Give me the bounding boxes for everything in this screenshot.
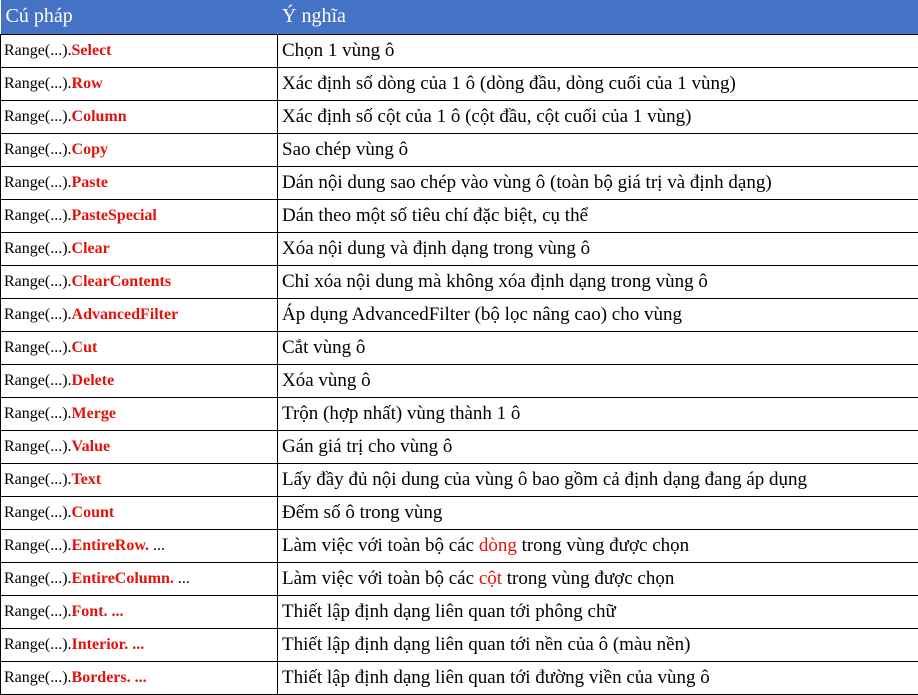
header-syntax: Cú pháp	[1, 0, 278, 34]
syntax-prefix: Range(...).	[4, 471, 72, 488]
syntax-prefix: Range(...).	[4, 141, 72, 158]
syntax-cell	[1, 364, 278, 397]
meaning-cell	[278, 628, 918, 661]
syntax-prefix: Range(...).	[4, 306, 72, 323]
syntax-prefix: Range(...).	[4, 108, 72, 125]
meaning-cell	[278, 496, 918, 529]
meaning-text: Chọn 1 vùng ô	[282, 40, 394, 61]
syntax-cell	[1, 100, 278, 133]
table-row	[1, 133, 918, 166]
meaning-text: Dán theo một số tiêu chí đặc biệt, cụ thể	[282, 205, 588, 226]
syntax-cell	[1, 562, 278, 595]
syntax-method: Row	[72, 75, 103, 92]
syntax-cell	[1, 34, 278, 67]
meaning-text: Thiết lập định dạng liên quan tới phông chữ	[282, 601, 616, 622]
meaning-cell	[278, 232, 918, 265]
header-row	[1, 0, 918, 34]
syntax-method: EntireColumn.	[72, 570, 174, 587]
meaning-cell	[278, 661, 918, 694]
syntax-prefix: Range(...).	[4, 240, 72, 257]
table-row	[1, 364, 918, 397]
syntax-prefix: Range(...).	[4, 636, 72, 653]
syntax-prefix: Range(...).	[4, 537, 72, 554]
syntax-prefix: Range(...).	[4, 339, 72, 356]
meaning-text: Xác định số dòng của 1 ô (dòng đầu, dòng cuối của 1 vùng)	[282, 73, 736, 94]
meaning-text: Dán nội dung sao chép vào vùng ô (toàn bộ giá trị và định dạng)	[282, 172, 772, 193]
table-row	[1, 430, 918, 463]
syntax-method: Copy	[72, 141, 108, 158]
syntax-method: Merge	[72, 405, 116, 422]
meaning-text: Thiết lập định dạng liên quan tới đường viền của vùng ô	[282, 667, 710, 688]
syntax-cell	[1, 67, 278, 100]
syntax-prefix: Range(...).	[4, 570, 72, 587]
syntax-method: Select	[72, 42, 112, 59]
syntax-prefix: Range(...).	[4, 669, 72, 686]
syntax-method: Clear	[72, 240, 110, 257]
syntax-method: Interior. ...	[72, 636, 145, 653]
meaning-cell	[278, 166, 918, 199]
meaning-text: Gán giá trị cho vùng ô	[282, 436, 452, 457]
syntax-cell	[1, 397, 278, 430]
table-row	[1, 661, 918, 694]
table-row	[1, 397, 918, 430]
syntax-method: ClearContents	[72, 273, 172, 290]
syntax-method: Paste	[72, 174, 108, 191]
header-meaning: Ý nghĩa	[278, 0, 918, 34]
meaning-cell	[278, 397, 918, 430]
syntax-cell	[1, 661, 278, 694]
meaning-highlight: cột	[479, 568, 502, 589]
syntax-cell	[1, 199, 278, 232]
meaning-cell	[278, 100, 918, 133]
table-row	[1, 100, 918, 133]
table-row	[1, 34, 918, 67]
meaning-cell	[278, 430, 918, 463]
syntax-prefix: Range(...).	[4, 273, 72, 290]
meaning-cell	[278, 298, 918, 331]
meaning-text: Làm việc với toàn bộ các	[282, 568, 479, 589]
meaning-cell	[278, 133, 918, 166]
syntax-cell	[1, 463, 278, 496]
table-row	[1, 265, 918, 298]
syntax-method: Delete	[72, 372, 115, 389]
syntax-prefix: Range(...).	[4, 174, 72, 191]
syntax-cell	[1, 595, 278, 628]
meaning-text: Đếm số ô trong vùng	[282, 502, 442, 523]
meaning-cell	[278, 199, 918, 232]
syntax-method: Count	[72, 504, 115, 521]
meaning-text: Chỉ xóa nội dung mà không xóa định dạng trong vùng ô	[282, 271, 708, 292]
table-body	[1, 34, 918, 694]
syntax-cell	[1, 529, 278, 562]
table-row	[1, 595, 918, 628]
syntax-method: AdvancedFilter	[72, 306, 179, 323]
syntax-cell	[1, 265, 278, 298]
meaning-text: Xóa nội dung và định dạng trong vùng ô	[282, 238, 590, 259]
meaning-cell	[278, 34, 918, 67]
meaning-highlight: dòng	[479, 535, 517, 556]
meaning-text: Sao chép vùng ô	[282, 139, 408, 160]
meaning-cell	[278, 595, 918, 628]
syntax-method: Column	[72, 108, 127, 125]
table-row	[1, 199, 918, 232]
meaning-cell	[278, 67, 918, 100]
syntax-suffix: ...	[149, 537, 165, 554]
table-row	[1, 298, 918, 331]
syntax-method: EntireRow.	[72, 537, 149, 554]
meaning-text: Thiết lập định dạng liên quan tới nền của ô (màu nền)	[282, 634, 690, 655]
syntax-cell	[1, 496, 278, 529]
meaning-text-after: trong vùng được chọn	[517, 535, 689, 556]
syntax-cell	[1, 232, 278, 265]
meaning-cell	[278, 331, 918, 364]
table-row	[1, 496, 918, 529]
syntax-cell	[1, 628, 278, 661]
syntax-prefix: Range(...).	[4, 207, 72, 224]
syntax-prefix: Range(...).	[4, 438, 72, 455]
syntax-prefix: Range(...).	[4, 75, 72, 92]
table-row	[1, 232, 918, 265]
meaning-text: Lấy đầy đủ nội dung của vùng ô bao gồm cả định dạng đang áp dụng	[282, 469, 807, 490]
meaning-text: Xác định số cột của 1 ô (cột đầu, cột cuối của 1 vùng)	[282, 106, 691, 127]
syntax-prefix: Range(...).	[4, 603, 72, 620]
syntax-cell	[1, 331, 278, 364]
syntax-method: PasteSpecial	[72, 207, 157, 224]
syntax-cell	[1, 133, 278, 166]
syntax-cell	[1, 166, 278, 199]
table-row	[1, 628, 918, 661]
meaning-cell	[278, 463, 918, 496]
meaning-cell	[278, 364, 918, 397]
syntax-cell	[1, 430, 278, 463]
table-row	[1, 562, 918, 595]
syntax-method: Text	[72, 471, 102, 488]
syntax-method: Value	[72, 438, 111, 455]
syntax-prefix: Range(...).	[4, 372, 72, 389]
meaning-text: Trộn (hợp nhất) vùng thành 1 ô	[282, 403, 520, 424]
meaning-cell	[278, 265, 918, 298]
meaning-cell	[278, 562, 918, 595]
meaning-cell	[278, 529, 918, 562]
meaning-text: Làm việc với toàn bộ các	[282, 535, 479, 556]
table-row	[1, 331, 918, 364]
syntax-prefix: Range(...).	[4, 405, 72, 422]
table-row	[1, 529, 918, 562]
syntax-prefix: Range(...).	[4, 504, 72, 521]
meaning-text: Áp dụng AdvancedFilter (bộ lọc nâng cao) cho vùng	[282, 304, 682, 325]
table-row	[1, 67, 918, 100]
meaning-text: Cắt vùng ô	[282, 337, 365, 358]
syntax-method: Font. ...	[72, 603, 124, 620]
syntax-cell	[1, 298, 278, 331]
meaning-text: Xóa vùng ô	[282, 370, 371, 391]
table-row	[1, 166, 918, 199]
syntax-method: Cut	[72, 339, 98, 356]
table-header	[1, 0, 918, 34]
syntax-suffix: ...	[174, 570, 190, 587]
meaning-text-after: trong vùng được chọn	[502, 568, 674, 589]
syntax-prefix: Range(...).	[4, 42, 72, 59]
table-row	[1, 463, 918, 496]
syntax-method: Borders. ...	[72, 669, 147, 686]
